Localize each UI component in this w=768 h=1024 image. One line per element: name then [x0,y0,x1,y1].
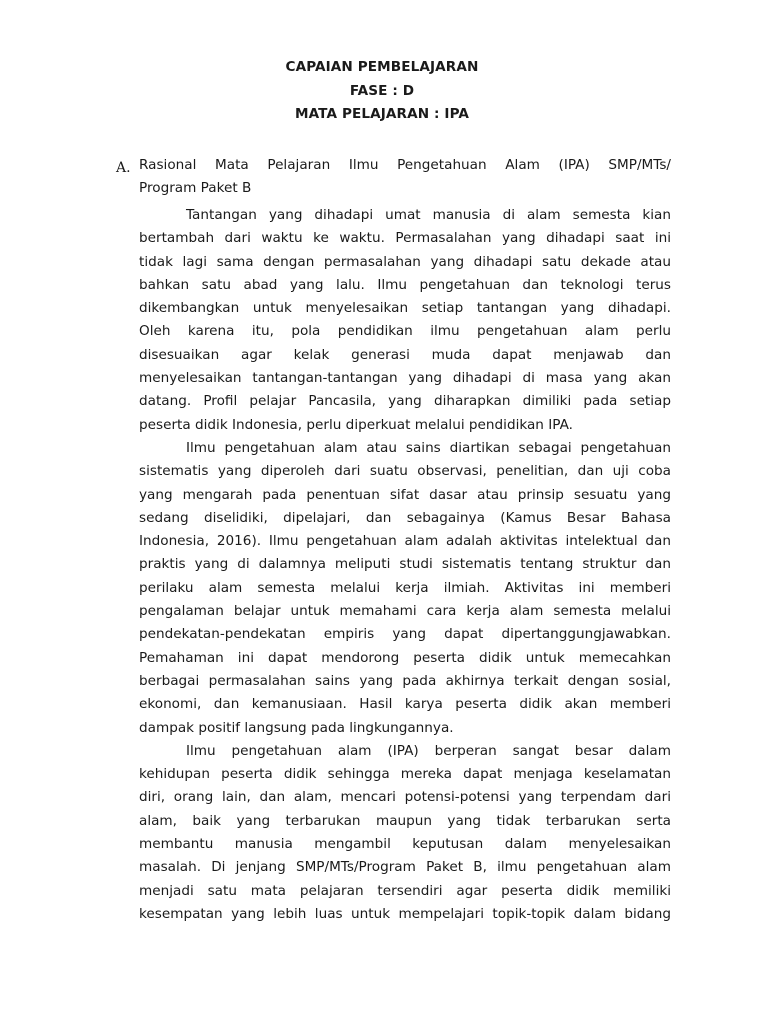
section-marker: A. [116,160,131,176]
paragraph-line: dampak positif langsung pada lingkungannya. [139,719,454,736]
paragraph-line: diri, orang lain, dan alam, mencari potensi-potensi yang terpendam dari [139,789,671,806]
paragraph-line: peserta didik Indonesia, perlu diperkuat melalui pendidikan IPA. [139,416,573,433]
paragraph-line: pengalaman belajar untuk memahami cara kerja alam semesta melalui [139,603,671,620]
paragraph-line: kehidupan peserta didik sehingga mereka dapat menjaga keselamatan [139,766,671,783]
paragraph-line: berbagai permasalahan sains yang pada akhirnya terkait dengan sosial, [139,672,671,689]
paragraph [139,204,671,437]
paragraph-line: datang. Profil pelajar Pancasila, yang diharapkan dimiliki pada setiap [139,393,671,410]
body-text [139,204,671,926]
paragraph-line: bahkan satu abad yang lalu. Ilmu pengetahuan dan teknologi terus [139,276,671,293]
paragraph [139,437,671,740]
paragraph-line: sedang diselidiki, dipelajari, dan sebagainya (Kamus Besar Bahasa [139,509,671,526]
paragraph-line: Indonesia, 2016). Ilmu pengetahuan alam adalah aktivitas intelektual dan [139,533,671,550]
paragraph-line: bertambah dari waktu ke waktu. Permasalahan yang dihadapi saat ini [139,230,671,247]
paragraph-line: pendekatan-pendekatan empiris yang dapat dipertanggungjawabkan. [139,626,671,643]
paragraph-line: yang mengarah pada penentuan sifat dasar atau prinsip sesuatu yang [139,486,671,503]
section-heading-line: Program Paket B [139,180,252,197]
paragraph-line: Tantangan yang dihadapi umat manusia di alam semesta kian [186,207,671,223]
paragraph-line: dikembangkan untuk menyelesaikan setiap tantangan yang dihadapi. [139,300,671,317]
title-line: FASE : D [349,82,415,99]
paragraph-line: membantu manusia mengambil keputusan dalam menyelesaikan [139,836,671,853]
paragraph-line: tidak lagi sama dengan permasalahan yang dihadapi satu dekade atau [139,253,671,270]
paragraph-line: ekonomi, dan kemanusiaan. Hasil karya peserta didik akan memberi [139,696,671,713]
paragraph-line: menyelesaikan tantangan-tantangan yang dihadapi di masa yang akan [139,370,671,387]
paragraph-line: disesuaikan agar kelak generasi muda dapat menjawab dan [139,346,671,363]
document-title [0,56,764,127]
title-line: CAPAIAN PEMBELAJARAN [285,59,479,75]
paragraph [139,740,671,926]
paragraph-line: masalah. Di jenjang SMP/MTs/Program Paket B, ilmu pengetahuan alam [139,859,671,876]
paragraph-line: menjadi satu mata pelajaran tersendiri agar peserta didik memiliki [139,882,671,899]
section-heading [139,154,671,201]
paragraph-line: Ilmu pengetahuan alam (IPA) berperan sangat besar dalam [186,742,671,759]
paragraph-line: praktis yang di dalamnya meliputi studi sistematis tentang struktur dan [139,556,671,573]
section-heading-line: Rasional Mata Pelajaran Ilmu Pengetahuan Alam (IPA) SMP/MTs/ [139,157,671,173]
title-line: MATA PELAJARAN : IPA [294,106,470,123]
paragraph-line: Oleh karena itu, pola pendidikan ilmu pengetahuan alam perlu [139,323,671,340]
paragraph-line: sistematis yang diperoleh dari suatu observasi, penelitian, dan uji coba [139,463,671,480]
paragraph-line: Pemahaman ini dapat mendorong peserta didik untuk memecahkan [139,649,671,666]
paragraph-line: alam, baik yang terbarukan maupun yang tidak terbarukan serta [139,812,671,829]
paragraph-line: kesempatan yang lebih luas untuk mempelajari topik-topik dalam bidang [139,905,671,922]
paragraph-line: perilaku alam semesta melalui kerja ilmiah. Aktivitas ini memberi [139,579,671,596]
paragraph-line: Ilmu pengetahuan alam atau sains diartikan sebagai pengetahuan [186,439,671,456]
